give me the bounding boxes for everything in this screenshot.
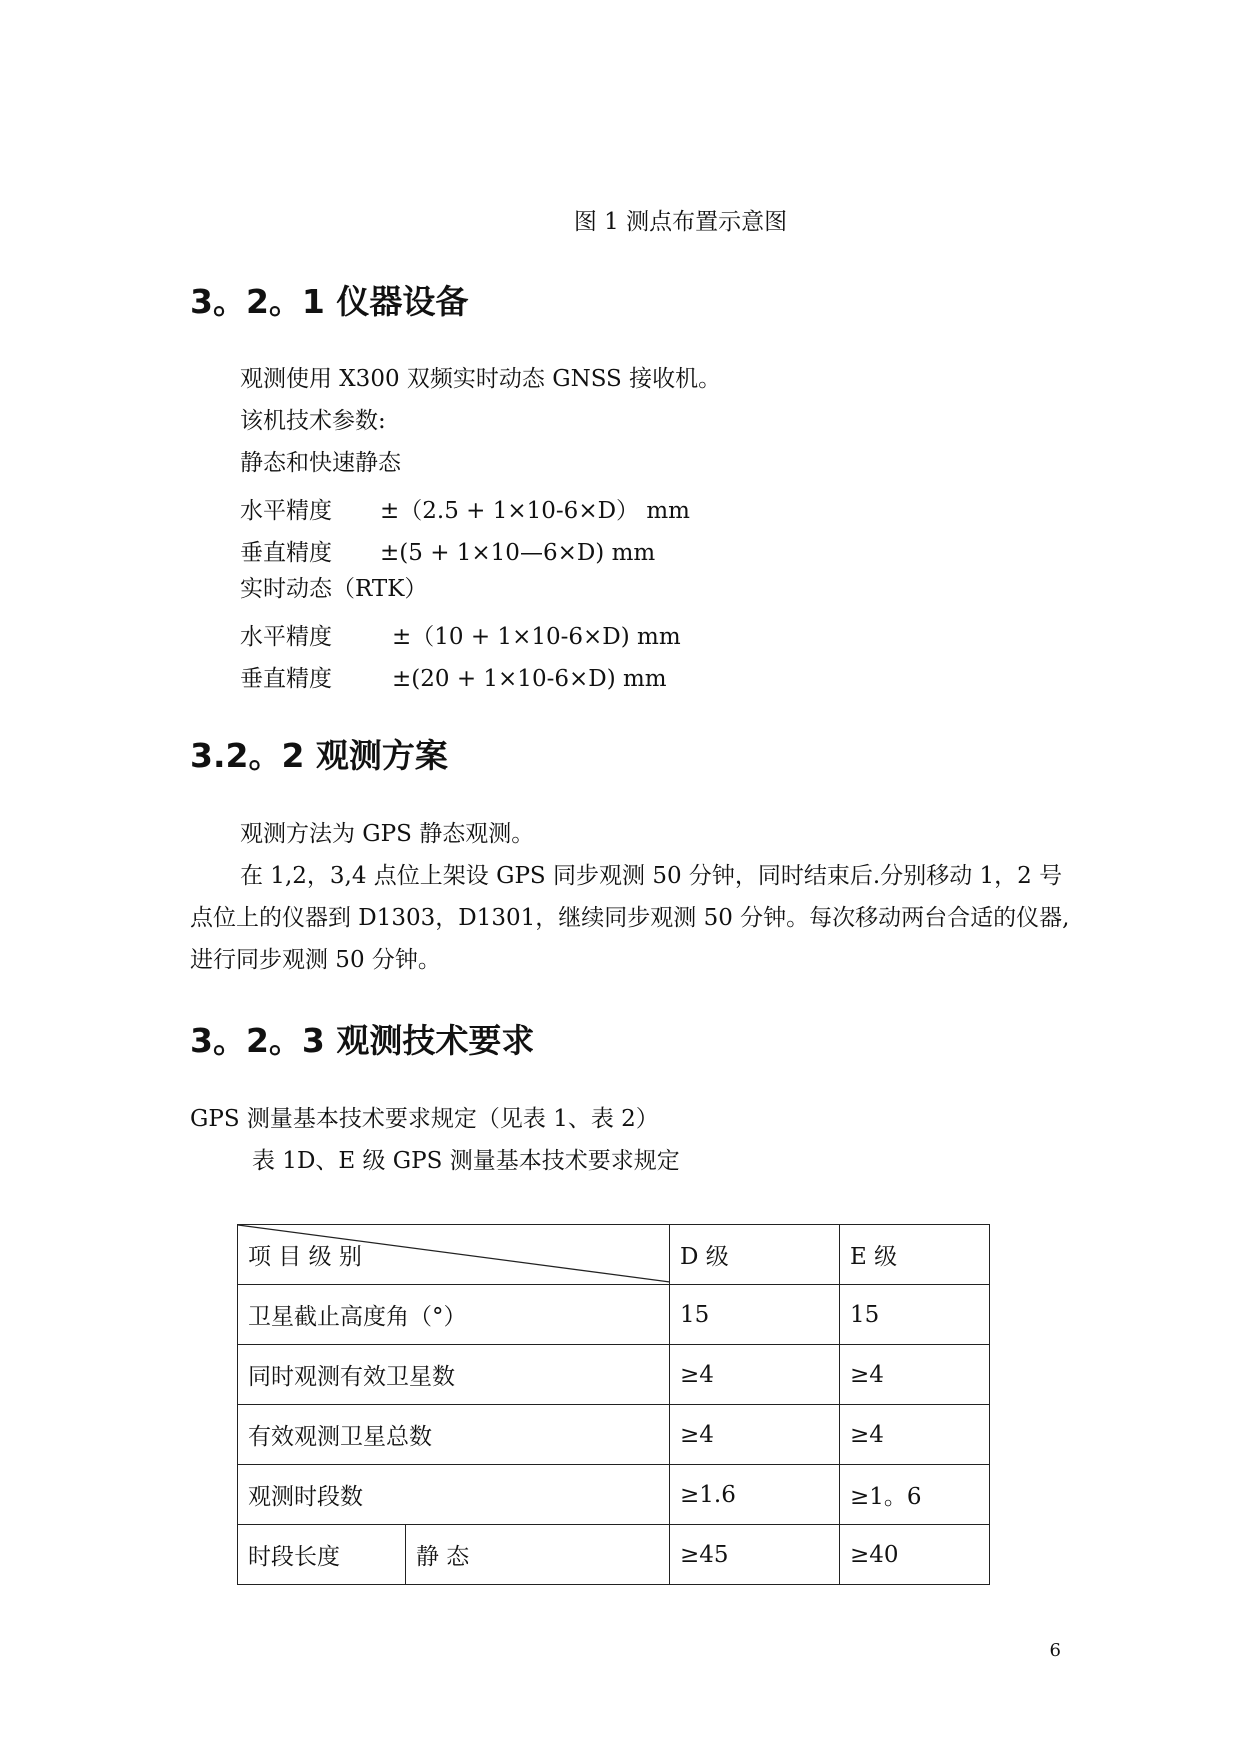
- diagonal-line: [238, 1225, 670, 1284]
- table-header-row: [238, 1225, 990, 1285]
- section-heading-3-2-1: 3。2。1 仪器设备: [190, 282, 469, 321]
- static-horizontal-precision: [240, 492, 690, 525]
- row-sub-item: 静 态: [406, 1525, 670, 1585]
- row-d-value: ≥1.6: [670, 1465, 840, 1525]
- spec-label: 水平精度: [240, 624, 332, 650]
- rtk-vertical-precision: [240, 660, 667, 693]
- method-paragraph: 观测方法为 GPS 静态观测。: [240, 821, 535, 847]
- row-e-value: ≥4: [840, 1405, 990, 1465]
- row-item: 同时观测有效卫星数: [238, 1345, 670, 1405]
- row-d-value: 15: [670, 1285, 840, 1345]
- spec-value: ±(5 + 1×10—6×D) mm: [380, 540, 656, 566]
- header-item-label: 项 目 级 别: [248, 1244, 362, 1270]
- row-d-value: ≥4: [670, 1405, 840, 1465]
- row-item: 观测时段数: [238, 1465, 670, 1525]
- row-d-value: ≥4: [670, 1345, 840, 1405]
- table-row: [238, 1525, 990, 1585]
- page-number: 6: [1049, 1640, 1061, 1661]
- section-heading-3-2-3: 3。2。3 观测技术要求: [190, 1021, 535, 1060]
- section-heading-3-2-2: 3.2。2 观测方案: [190, 736, 448, 775]
- row-item: 有效观测卫星总数: [238, 1405, 670, 1465]
- requirements-intro: GPS 测量基本技术要求规定（见表 1、表 2）: [190, 1106, 659, 1132]
- figure-caption: 图 1 测点布置示意图: [573, 209, 788, 235]
- table-caption: 表 1D、E 级 GPS 测量基本技术要求规定: [252, 1148, 680, 1174]
- static-mode-title: 静态和快速静态: [240, 450, 401, 476]
- rtk-mode-title: 实时动态（RTK）: [240, 576, 428, 602]
- table-row: [238, 1405, 990, 1465]
- spec-value: ±(20 + 1×10-6×D) mm: [392, 666, 667, 692]
- table-row: [238, 1285, 990, 1345]
- params-title: 该机技术参数:: [240, 408, 386, 434]
- header-d-level: D 级: [670, 1225, 840, 1285]
- diagonal-header-cell: [238, 1225, 670, 1285]
- gps-requirements-table: [237, 1224, 990, 1585]
- rtk-horizontal-precision: [240, 618, 681, 651]
- spec-value: ±（10 + 1×10-6×D) mm: [392, 624, 681, 650]
- table-row: [238, 1345, 990, 1405]
- instrument-intro: 观测使用 X300 双频实时动态 GNSS 接收机。: [240, 366, 722, 392]
- row-d-value: ≥45: [670, 1525, 840, 1585]
- row-e-value: ≥1。6: [840, 1465, 990, 1525]
- spec-value: ±（2.5 + 1×10-6×D） mm: [380, 498, 690, 524]
- procedure-paragraph: [190, 855, 1070, 981]
- static-vertical-precision: [240, 534, 655, 567]
- row-item: 卫星截止高度角（°）: [238, 1285, 670, 1345]
- spec-label: 垂直精度: [240, 666, 332, 692]
- spec-label: 垂直精度: [240, 540, 332, 566]
- row-item: 时段长度: [238, 1525, 406, 1585]
- table-row: [238, 1465, 990, 1525]
- spec-label: 水平精度: [240, 498, 332, 524]
- procedure-text: 在 1,2，3,4 点位上架设 GPS 同步观测 50 分钟，同时结束后.分别移动 1，2 号点位上的仪器到 D1303，D1301，继续同步观测 50 分钟。每次移动两台合适的仪器,进行同步观测 50 分钟。: [190, 863, 1070, 973]
- header-e-level: E 级: [840, 1225, 990, 1285]
- row-e-value: 15: [840, 1285, 990, 1345]
- row-e-value: ≥40: [840, 1525, 990, 1585]
- row-e-value: ≥4: [840, 1345, 990, 1405]
